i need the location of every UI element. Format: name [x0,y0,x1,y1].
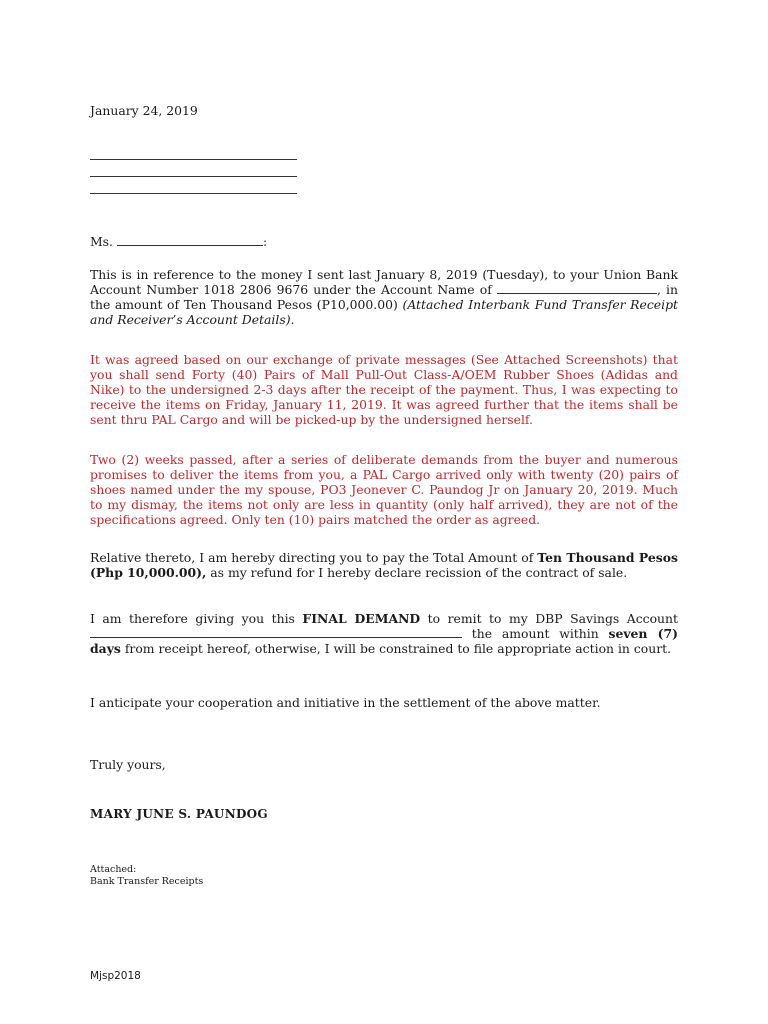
p4-amount-bold: Ten Thousand Pesos (Php 10,000.00), [90,550,678,580]
p5-text-b: to remit to my DBP Savings Account [427,611,678,626]
paragraph-final-demand [90,611,678,656]
paragraph-delivery: Two (2) weeks passed, after a series of deliberate demands from the buyer and numerous promises to deliver the items from you, a PAL Cargo arrived only with twenty (20) pairs of shoes named under the my spouse, PO3 Jeonever C. Paundog Jr on January 20, 2019. Much to my dismay, the items not only are less in quantity (only half arrived), they are not of the specifications agreed. Only ten (10) pairs matched the order as agreed. [90,452,678,527]
attachments [90,864,203,888]
paragraph-agreement: It was agreed based on our exchange of private messages (See Attached Screenshots) that you shall send Forty (40) Pairs of Mall Pull-Out Class-A/OEM Rubber Shoes (Adidas and Nike) to the undersigned 2-3 days after the receipt of the payment. Thus, I was expecting to receive the items on Friday, January 11, 2019. It was agreed further that the items shall be sent thru PAL Cargo and will be picked-up by the undersigned herself. [90,352,678,427]
p1-italic-note: (Attached Interbank Fund Transfer Receipt and Receiver’s Account Details). [90,297,678,327]
p1-text-b: , in the amount of Ten Thousand Pesos (P10,000.00) [90,282,678,312]
p5-text-c: the amount within [471,626,599,641]
p4-text-a: Relative thereto, I am hereby directing you to pay the Total Amount of [90,550,534,565]
p1-text-a: This is in reference to the money I sent last January 8, 2019 (Tuesday), to your Union Bank Account Number 1018 2806 9676 under the Account Name of [90,267,678,297]
signer-name: MARY JUNE S. PAUNDOG [90,807,268,821]
salutation-suffix: : [262,234,268,249]
salutation-name-blank [117,235,263,246]
paragraph-refund [90,550,678,580]
addressee-line-1 [90,159,297,160]
p4-text-b: as my refund for I hereby declare recission of the contract of sale. [210,565,628,580]
addressee-line-2 [90,176,297,177]
letter-date: January 24, 2019 [90,103,198,118]
p5-text-a: I am therefore giving you this [90,611,295,626]
attached-label: Attached: [90,864,137,875]
account-name-blank [497,283,657,294]
paragraph-reference [90,267,678,327]
p5-seven-days-bold: seven (7) days [90,626,678,656]
p5-final-demand-bold: FINAL DEMAND [302,611,421,626]
salutation-prefix: Ms. [90,234,113,249]
p5-text-d: from receipt hereof, otherwise, I will be constrained to file appropriate action in court. [124,641,672,656]
closing: Truly yours, [90,757,166,772]
attached-item: Bank Transfer Receipts [90,876,204,887]
addressee-line-3 [90,193,297,194]
footer-code: Mjsp2018 [90,970,141,982]
paragraph-cooperation: I anticipate your cooperation and initiative in the settlement of the above matter. [90,695,601,710]
savings-account-blank [90,627,462,638]
salutation [90,234,678,249]
